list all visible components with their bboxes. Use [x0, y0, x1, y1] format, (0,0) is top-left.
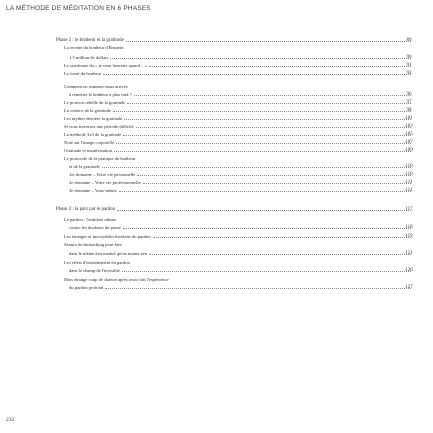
toc-entry — [64, 129, 414, 137]
toc-entry-label: à remettre le bonheur à plus tard ? — [69, 92, 132, 97]
toc-entry-label: Le pouvoir rebelle de la gratitude — [64, 100, 126, 105]
page-number: 232 — [6, 417, 15, 423]
leader-dots — [123, 228, 411, 229]
toc-entry — [69, 161, 414, 169]
toc-entry — [69, 248, 414, 256]
toc-entry-label: Les étranges et incroyables bienfaits du pardon — [64, 234, 151, 239]
leader-dots — [117, 210, 411, 211]
toc-page-number: 119 — [405, 234, 413, 239]
toc-entry-label: Séance de biohacking pour être — [64, 242, 122, 247]
leader-dots — [153, 237, 412, 238]
toc-page-number: 101 — [405, 116, 413, 121]
toc-entry — [69, 89, 414, 97]
toc-entry — [64, 257, 414, 265]
toc-entry-label: Les mythes derrière la gratitude — [64, 116, 123, 121]
toc-entry-label: du pardon profond — [69, 285, 104, 290]
toc-entry-label: 2e domaine – Votre vie professionnelle — [69, 180, 141, 185]
leader-dots — [124, 119, 411, 120]
toc-entry-label: dans le champ de l'invisible — [69, 268, 120, 273]
leader-dots — [102, 167, 411, 168]
leader-dots — [116, 143, 411, 144]
toc-entry — [64, 105, 414, 113]
toc-page-number: 121 — [405, 251, 413, 256]
leader-dots — [113, 111, 411, 112]
leader-dots — [105, 288, 411, 289]
toc-entry-label: 3e domaine – Vous-même — [69, 188, 117, 193]
toc-entry — [69, 265, 414, 273]
toc-entry-label: Si vous traversez une période difficile — [64, 124, 134, 129]
toc-entry-label: La méthode 3x3 de la gratitude — [64, 132, 122, 137]
toc-entry — [69, 282, 414, 290]
toc-section-title: Phase 2 : le bonheur et la gratitude — [56, 38, 124, 43]
toc-entry-label: Le pardon : l'antidote ultime — [64, 217, 117, 222]
toc-page-number: 96 — [406, 92, 412, 97]
leader-dots — [119, 191, 411, 192]
toc-entry-label: Gratitude et manifestation — [64, 148, 112, 153]
leader-dots — [103, 74, 411, 75]
toc-entry — [64, 113, 414, 121]
toc-entry — [64, 68, 414, 76]
toc-page-number: 89 — [406, 38, 412, 43]
toc-page-number: 105 — [405, 132, 413, 137]
toc-entry — [64, 121, 414, 129]
leader-dots — [143, 183, 411, 184]
toc-page-number: 111 — [405, 180, 413, 185]
toc-entry — [64, 60, 414, 68]
toc-page-number: 91 — [406, 63, 412, 68]
toc-entry-label: La recette du bonheur d'Einstein — [64, 45, 124, 50]
toc-entry — [69, 177, 414, 185]
toc-section-phase-3 — [56, 204, 414, 212]
leader-dots — [122, 271, 411, 272]
toc-entry — [64, 274, 414, 282]
toc-entry-label: Comment en sommes-nous arrivés — [64, 84, 128, 89]
leader-dots — [114, 151, 411, 152]
leader-dots — [137, 175, 411, 176]
leader-dots — [127, 103, 411, 104]
leader-dots — [149, 254, 411, 255]
toc-page-number: 126 — [405, 268, 413, 273]
toc-entry — [64, 153, 414, 161]
toc-entry — [64, 137, 414, 145]
toc-entry-label: Le syndrome du « je serai heureux quand... » — [64, 63, 147, 68]
toc-entry-label: Les effets d'entraînement du pardon — [64, 260, 130, 265]
toc-section-title: Phase 3 : la paix par le pardon — [56, 207, 116, 212]
leader-dots — [149, 66, 411, 67]
toc-entry — [64, 81, 414, 89]
toc-entry-label: 1er domaine – Votre vie personnelle — [69, 172, 136, 177]
toc-entry — [64, 145, 414, 153]
toc-page-number: 112 — [405, 188, 413, 193]
toc-entry-label: La science de la gratitude — [64, 108, 111, 113]
toc-page-number: 117 — [405, 207, 413, 212]
leader-dots — [134, 95, 411, 96]
toc-entry — [64, 214, 414, 222]
toc-entry-label: et de la gratitude — [69, 164, 100, 169]
toc-page-number: 97 — [406, 100, 412, 105]
toc-page-number: 118 — [405, 225, 413, 230]
toc-entry — [64, 239, 414, 247]
toc-page-number: 109 — [405, 148, 413, 153]
toc-entry-label: Mon étrange coup de chance après avoir fait l'expérience — [64, 277, 169, 282]
toc-entry — [64, 42, 414, 50]
toc-entry — [69, 169, 414, 177]
toc-page-number: 127 — [405, 285, 413, 290]
running-head: LA MÉTHODE DE MÉDITATION EN 6 PHASES — [6, 5, 151, 12]
toc-page-number: 103 — [405, 124, 413, 129]
toc-page-number: 107 — [405, 140, 413, 145]
toc-entry — [69, 52, 414, 60]
toc-entry-label: dans le même état mental qu'un moine zen — [69, 251, 148, 256]
leader-dots — [123, 135, 411, 136]
toc-page-number: 98 — [406, 108, 412, 113]
toc-entry-label: Note sur l'image corporelle — [64, 140, 114, 145]
toc-entry — [64, 97, 414, 105]
toc-entry-label: Le protocole de la pratique du bonheur — [64, 156, 136, 161]
toc-page-number: 110 — [405, 172, 413, 177]
toc-entry — [69, 222, 414, 230]
toc-entry — [64, 231, 414, 239]
toc-entry-label: contre les douleurs du passé — [69, 225, 121, 230]
leader-dots — [136, 127, 411, 128]
toc-page-number: 90 — [406, 55, 412, 60]
toc-page-number: 92 — [406, 71, 412, 76]
toc-entry-label: 1,5 million de dollars — [69, 55, 109, 60]
leader-dots — [110, 58, 411, 59]
toc-page-number: 110 — [405, 164, 413, 169]
toc-entry — [69, 185, 414, 193]
toc-entry-label: Le fossé du bonheur — [64, 71, 102, 76]
